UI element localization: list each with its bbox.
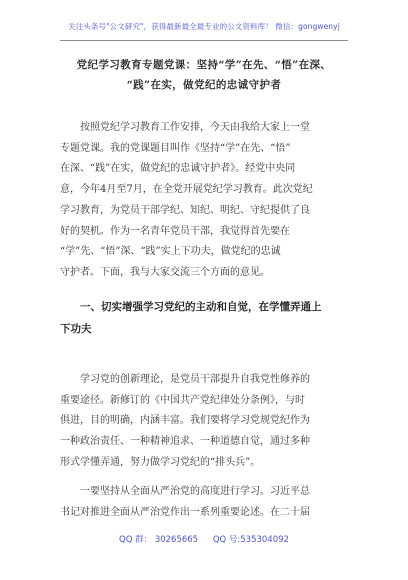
- paragraph-line: 学习教育，为党员干部学纪、知纪、明纪、守纪提供了良: [60, 204, 310, 216]
- paragraph-line: 按照党纪学习教育工作安排，今天由我给大家上一堂: [80, 122, 310, 133]
- section-heading-line: 下功夫: [60, 323, 92, 335]
- paragraph-line: 专题党课。我的党课题目叫作《坚持“学”在先、“悟”: [60, 142, 291, 154]
- paragraph-line: “学”先、“悟”深、“践”实上下功夫，做党纪的忠诚: [60, 246, 281, 258]
- document-title-line-2: “践”在实，做党纪的忠诚守护者: [126, 79, 282, 91]
- footer-qq-number: QQ 号:535304092: [212, 535, 289, 545]
- paragraph-line: 形式学懂弄通，努力做学习党纪的“排头兵”。: [60, 456, 261, 468]
- paragraph-line: 一要坚持从全面从严治党的高度进行学习。习近平总: [80, 486, 310, 497]
- header-divider: [60, 40, 348, 41]
- paragraph-line: 俱进，目的明确，内涵丰富。我们要将学习党规党纪作为: [60, 415, 310, 427]
- paragraph-line: 好的契机。作为一名青年党员干部，我觉得首先要在: [60, 225, 290, 237]
- paragraph-line: 一种政治责任、一种精神追求、一种道德自觉，通过多种: [60, 436, 310, 448]
- paragraph-line: 重要途径。新修订的《中国共产党纪律处分条例》，与时: [60, 394, 305, 406]
- section-1-paragraph-2: [60, 482, 348, 523]
- paragraph-line: 守护者。下面，我与大家交流三个方面的意见。: [60, 266, 270, 278]
- section-heading-1: [60, 296, 348, 340]
- header-banner: 关注头条号"公文研究"，获得最新最全最专业的公文资料库！ 微信：gongwenyj: [68, 22, 340, 31]
- document-title-line-1: 党纪学习教育专题党课：坚持“学”在先、“悟”在深、: [76, 59, 332, 71]
- paragraph-line: 学习党的创新理论，是党员干部提升自我党性修养的: [80, 374, 310, 385]
- paragraph-line: 书记对推进全面从严治党作出一系列重要论述。在二十届: [60, 506, 310, 518]
- paragraph-line: 在深、“践”在实，做党纪的忠诚守护者》。经党中央同: [60, 163, 296, 175]
- footer-contact: [0, 533, 408, 545]
- section-1-paragraph-1: [60, 370, 348, 474]
- section-heading-line: 一、切实增强学习党纪的主动和自觉，在学懂弄通上: [80, 301, 322, 313]
- intro-paragraph: [60, 118, 348, 284]
- paragraph-line: 意，今年4月至7月，在全党开展党纪学习教育。此次党纪: [60, 184, 313, 196]
- footer-qq-group: QQ 群： 30265665: [119, 535, 199, 545]
